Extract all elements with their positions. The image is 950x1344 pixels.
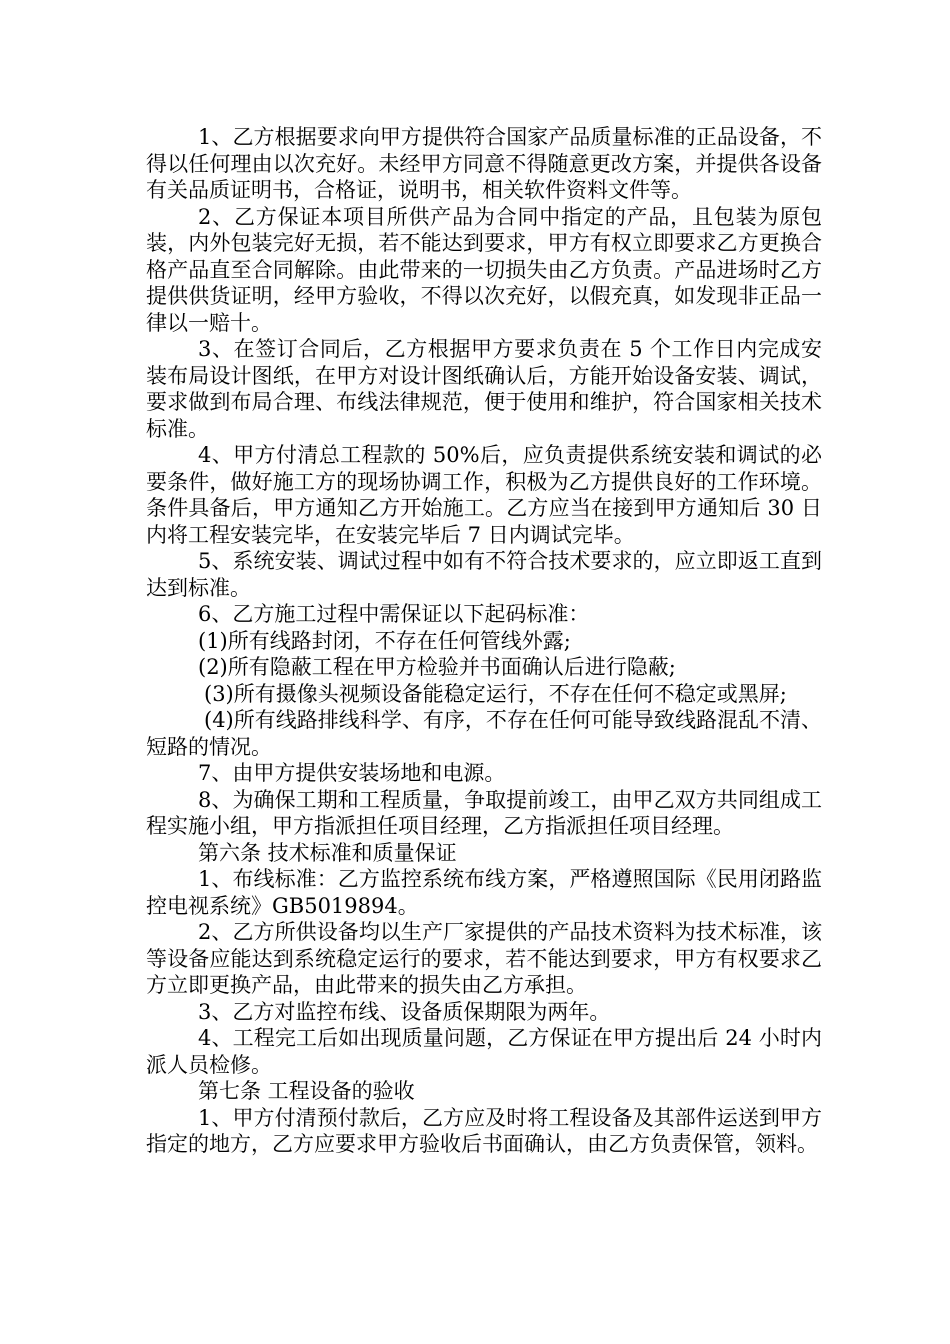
section-heading-article-6: 第六条 技术标准和质量保证 <box>198 840 457 865</box>
list-item-standard-3: (3)所有摄像头视频设备能稳定运行，不存在任何不稳定或黑屏; <box>204 681 787 706</box>
paragraph-clause-8: 8、为确保工期和工程质量，争取提前竣工，由甲乙双方共同组成工程实施小组，甲方指派担任项目经理，乙方指派担任项目经理。 <box>146 787 822 838</box>
paragraph-article-6-item-4: 4、工程完工后如出现质量问题，乙方保证在甲方提出后 24 小时内派人员检修。 <box>146 1026 822 1077</box>
paragraph-clause-1: 1、乙方根据要求向甲方提供符合国家产品质量标准的正品设备，不得以任何理由以次充好。未经甲方同意不得随意更改方案，并提供各设备有关品质证明书，合格证，说明书，相关软件资料文件等。 <box>146 125 822 202</box>
paragraph-article-6-item-2: 2、乙方所供设备均以生产厂家提供的产品技术资料为技术标准，该等设备应能达到系统稳定运行的要求，若不能达到要求，甲方有权要求乙方立即更换产品，由此带来的损失由乙方承担。 <box>146 920 822 997</box>
paragraph-article-7-item-1: 1、甲方付清预付款后，乙方应及时将工程设备及其部件运送到甲方指定的地方，乙方应要求甲方验收后书面确认，由乙方负责保管，领料。 <box>146 1105 822 1156</box>
paragraph-clause-6: 6、乙方施工过程中需保证以下起码标准： <box>198 602 590 626</box>
section-heading-article-7: 第七条 工程设备的验收 <box>198 1079 415 1103</box>
list-item-standard-4: (4)所有线路排线科学、有序，不存在任何可能导致线路混乱不清、短路的情况。 <box>146 708 822 759</box>
paragraph-clause-7: 7、由甲方提供安装场地和电源。 <box>198 761 506 785</box>
paragraph-clause-2: 2、乙方保证本项目所供产品为合同中指定的产品，且包装为原包装，内外包装完好无损，若不能达到要求，甲方有权立即要求乙方更换合格产品直至合同解除。由此带来的一切损失由乙方负责。产品进场时乙方提供供货证明，经甲方验收，不得以次充好，以假充真，如发现非正品一律以一赔十。 <box>146 204 822 335</box>
paragraph-clause-3: 3、在签订合同后，乙方根据甲方要求负责在 5 个工作日内完成安装布局设计图纸，在甲方对设计图纸确认后，方能开始设备安装、调试，要求做到布局合理、布线法律规范，便于使用和维护，符合国家相关技术标准。 <box>146 337 822 441</box>
list-item-standard-1: (1)所有线路封闭，不存在任何管线外露; <box>198 628 571 653</box>
paragraph-clause-5: 5、系统安装、调试过程中如有不符合技术要求的，应立即返工直到达到标准。 <box>146 549 822 600</box>
paragraph-article-6-item-1: 1、布线标准：乙方监控系统布线方案，严格遵照国际《民用闭路监控电视系统》GB5019894。 <box>146 867 822 918</box>
list-item-standard-2: (2)所有隐蔽工程在甲方检验并书面确认后进行隐蔽; <box>198 655 676 679</box>
paragraph-article-6-item-3: 3、乙方对监控布线、设备质保期限为两年。 <box>198 999 611 1024</box>
paragraph-clause-4: 4、甲方付清总工程款的 50%后，应负责提供系统安装和调试的必要条件，做好施工方的现场协调工作，积极为乙方提供良好的工作环境。条件具备后，甲方通知乙方开始施工。乙方应当在接到甲方通知后 30 日内将工程安装完毕，在安装完毕后 7 日内调试完毕。 <box>146 443 822 547</box>
document-body <box>146 124 822 1158</box>
